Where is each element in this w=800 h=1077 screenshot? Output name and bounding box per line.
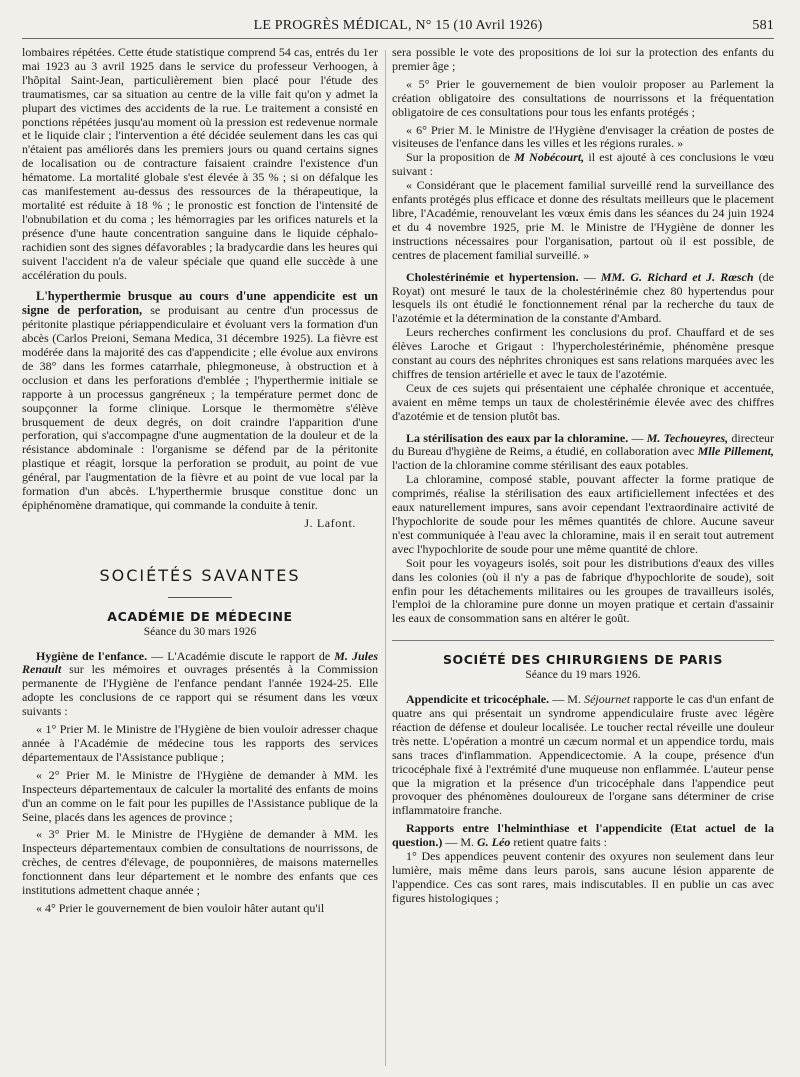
appendicite-heading: Appendicite et tricocéphale. — [406, 692, 550, 707]
hygiene-paragraph — [22, 650, 378, 720]
nobecourt-paragraph — [392, 151, 774, 179]
right-column — [392, 46, 774, 906]
hyperthermie-body: se produisant au centre d'un processus de péritonite plastique périappendiculaire et évoluant vers la formation d'un abcès (Carlos Preioni, Semana Medica, 31 décembre 1925). La fièvre est modérée dans la majorité des cas d'appendicite ; elle évolue aux environs de 38° dans les formes catarrhale, phlegmoneuse, à obstruction et à occlusion et dans les perforations d'emblée ; l'hyperthermie initiale se rapporte à un processus gangréneux ; la température permet donc de soupçonner la forme clinique. Lorsque le thermomètre s'élève brusquement de deux degrés, on doit craindre l'apparition d'une perforation, qui s'accompagne d'une augmentation de la douleur et de la résistance abdominale : l'organisme se défend par de la péritonite plastique et réagit, lorsque la perforation se produit, au point de vue général, par l'augmentation de la fièvre et au point de vue local par la formation d'un abcès. L'hyperthermie brusque constitue donc un épiphénomène dramatique, qui commande la conduite à tenir. — [22, 303, 378, 512]
sterilisation-text-2: l'action de la chloramine comme stérilisant des eaux potables. — [392, 458, 689, 473]
cholesterinemie-heading: Cholestérinémie et hypertension. — [406, 269, 579, 284]
appendicite-paragraph — [392, 693, 774, 818]
cholesterinemie-body: (de Royat) ont mesuré le taux de la cholestérinémie chez 80 hypertendus pour lesquels ils ont étudié le fonctionnement rénal par la recherche du taux de l'azotémie et la détermination de la constante d'Ambard. — [392, 269, 775, 326]
voeu-4-continued: sera possible le vote des propositions de loi sur la protection des enfants du premier âge ; — [392, 45, 774, 73]
voeu-2: « 2° Prier M. le Ministre de l'Hygiène de demander à MM. les Inspecteurs départementaux de calculer la mortalité des enfants de moins d'un an comme on le fait pour les pupilles de l'Assistance publique de la Seine, placés dans les agences de province ; — [22, 767, 378, 824]
voeu-4: « 4° Prier le gouvernement de bien vouloir hâter autant qu'il — [36, 900, 325, 915]
appendicite-body: rapporte le cas d'un enfant de quatre ans qui présentait un syndrome appendiculaire fruste avec légère réaction de défense et douleur localisée. Le toucher rectal réveille une douleur très nette. L'opération a montré un cæcum normal et un appendice tordu, mais sans traces d'inflammation. Appendicectomie. A la coupe, présence d'un tricocéphale fixé à l'extrémité d'une muqueuse non enflammée. L'auteur pense que la migration et la présence d'un tricocéphale dans l'appendice peut provoquer des phénomènes douloureux de l'organe sans déterminer de crise inflammatoire franche. — [392, 692, 774, 818]
sterilisation-paragraph — [392, 432, 774, 474]
hyperthermie-article — [22, 290, 378, 513]
hygiene-author: M. Jules Renault — [22, 648, 378, 677]
nobecourt-text-1: Sur la proposition de — [406, 150, 515, 165]
cholesterinemie-dash: — — [578, 269, 601, 284]
sterilisation-coauthor: Mlle Pillement, — [697, 444, 774, 459]
page-number: 581 — [752, 18, 774, 33]
society-rule — [392, 640, 774, 641]
hyperthermie-heading: L'hyperthermie brusque au cours d'une appendicite est un signe de perforation, — [22, 289, 378, 318]
rapports-paragraph — [392, 822, 774, 850]
running-header — [22, 16, 774, 39]
cholesterinemie-p3: Ceux de ces sujets qui présentaient une céphalée chronique et accentuée, avaient en même temps un taux de cholestérinémie élevée avec des chiffres d'azotémie et de tension plutôt bas. — [392, 380, 774, 423]
society-session: Séance du 19 mars 1926. — [525, 669, 641, 682]
left-column — [22, 46, 378, 916]
rapports-p2: 1° Des appendices peuvent contenir des oxyures non seulement dans leur lumière, mais même dans leurs parois, sans aucune lésion apparente de l'appendice. Ces cas sont rares, mais indiscutables. Il en publie un cas avec figures histologiques ; — [392, 849, 774, 905]
section-title: SOCIÉTÉS SAVANTES — [99, 565, 301, 585]
traumatisme-paragraph: lombaires répétées. Cette étude statistique comprend 54 cas, entrés du 1er mai 1923 au 3 avril 1925 dans le service du professeur Verhoogen, à l'hôpital Saint-Jean, particulièrement bien placé pour l'étude des traumatismes, car sa situation au centre de la ville fait qu'on y admet la plupart des victimes des accidents de la rue. Le traitement a consisté en ponctions répétées jusqu'au moment où la pression est redevenue normale et le liquide clair ; l'intervention a été décidée seulement dans les cas qui n'étaient pas améliorés dans les premiers jours ou quand certains signes de localisation ou de contracture faisaient craindre l'existence d'un hématome. La mortalité globale s'est élevée à 35 % ; si on défalque les cas manifestement au-dessus des ressources de la thérapeutique, la mortalité est réduite à 18 % ; le pronostic est fonction de l'intensité de l'obnubilation et du coma ; les hémorragies par les orifices naturels et la présence d'une haute concentration sanguine dans le liquide céphalo-rachidien sont des signes défavorables ; la bradycardie dans les heures qui suivent l'accident n'a de valeur spéciale que quand elle succède à une accélération du pouls. — [22, 45, 378, 282]
sterilisation-p2: La chloramine, composé stable, pouvant affecter la forme pratique de comprimés, réalise la stérilisation des eaux artificiellement infectées et des eaux naturellement impures, sans avoir cependant l'extraordinaire activité de l'hypochlorite de soude pour les mêmes quantités de chlore. Aucune saveur n'est communiquée à l'eau avec la chloramine, mais il en serait tout autrement avec l'hypochlorite de soude pour une même quantité de chlore. — [392, 472, 774, 556]
academie-title: ACADÉMIE DE MÉDECINE — [107, 608, 293, 624]
column-divider — [385, 50, 386, 1066]
sterilisation-author: M. Techoueyres, — [646, 430, 729, 445]
rapports-body: retient quatre faits : — [510, 835, 607, 850]
hygiene-heading: Hygiène de l'enfance. — [36, 648, 148, 663]
rapports-author: G. Léo — [477, 835, 511, 850]
nobecourt-text-2: il est ajouté à ces conclusions le vœu suivant : — [392, 150, 774, 179]
cholesterinemie-paragraph — [392, 271, 774, 327]
rapports-dash: — M. — [442, 835, 478, 850]
sterilisation-heading: La stérilisation des eaux par la chloramine. — [406, 430, 629, 445]
cholesterinemie-p2: Leurs recherches confirment les conclusions du prof. Chauffard et de ses élèves Laroche et Grigaut : l'hypercholestérinémie, phénomène presque constant au cours des néphrites chroniques est sans relations marquées avec les chiffres de tension artérielle et avec le taux de l'azotémie. — [392, 325, 774, 381]
sterilisation-p3: Soit pour les voyageurs isolés, soit pour les distributions d'eaux des villes dans les colonies (où il n'y a pas de fabrique d'hypochlorite de soude), soit enfin pour les détachements militaires ou les groupes de travailleurs isolés, l'emploi de la chloramine pure donne un moyen pratique et certain d'assainir les eaux de consommation sans en altérer le goût. — [392, 555, 774, 626]
society-title: SOCIÉTÉ DES CHIRURGIENS DE PARIS — [442, 652, 724, 668]
sterilisation-text-1: directeur du Bureau d'hygiène de Reims, a étudié, en collaboration avec — [392, 430, 775, 459]
voeu-3: « 3° Prier M. le Ministre de l'Hygiène de demander à MM. les Inspecteurs départementaux combien de consultations de nourrissons, de crèches, de centres d'élevage, de pouponnières, de maisons maternelles fonctionnent dans leur département et le nombre des enfants que ces institutions admettent chaque année ; — [22, 827, 378, 898]
hygiene-text-1: — L'Académie discute le rapport de — [147, 648, 335, 663]
voeu-6: « 6° Prier M. le Ministre de l'Hygiène d'envisager la création de postes de visiteuses de l'enfance dans les villes et les régions rurales. » — [392, 122, 774, 151]
voeu-5: « 5° Prier le gouvernement de bien vouloir proposer au Parlement la création obligatoire des consultations de nourrissons et la fréquentation obligatoire de ces consultations pour tous les enfants protégés ; — [392, 76, 774, 119]
academie-session: Séance du 30 mars 1926 — [143, 625, 257, 638]
rapports-heading: Rapports entre l'helminthiase et l'appendicite (Etat actuel de la question.) — [392, 821, 774, 850]
voeu-1: « 1° Prier M. le Ministre de l'Hygiène de bien vouloir adresser chaque année à l'Académie de médecine tous les rapports des services départementaux de l'Assistance publique ; — [22, 722, 378, 764]
cholesterinemie-authors: MM. G. Richard et J. Rœsch — [600, 269, 754, 284]
sterilisation-dash: — — [628, 430, 647, 445]
hygiene-text-2: sur les mémoires et ouvrages présentés à la Commission permanente de l'Hygiène de l'enfance pendant l'année 1924-25. Elle adopte les conclusions de ce rapport qui se résument dans les vœux suivants : — [22, 662, 378, 719]
voeu-7: « Considérant que le placement familial surveillé rend la surveillance des enfants protégés plus efficace et donne des résultats meilleurs que le placement libre, l'Académie, renouvelant les vœux émis dans les séances du 24 juin 1924 et du 4 novembre 1925, prie M. le Ministre de l'Hygiène de donner les instructions nécessaires pour l'organisation, partout où il est possible, de centres de placement familial surveillé. » — [392, 178, 774, 262]
author-signature: J. Lafont. — [304, 515, 356, 530]
journal-title: LE PROGRÈS MÉDICAL, N° 15 (10 Avril 1926) — [253, 18, 543, 33]
appendicite-author: Séjournet — [584, 692, 631, 707]
section-rule — [168, 597, 232, 598]
nobecourt-author: M Nobécourt, — [514, 150, 585, 165]
appendicite-dash: — M. — [549, 692, 585, 707]
